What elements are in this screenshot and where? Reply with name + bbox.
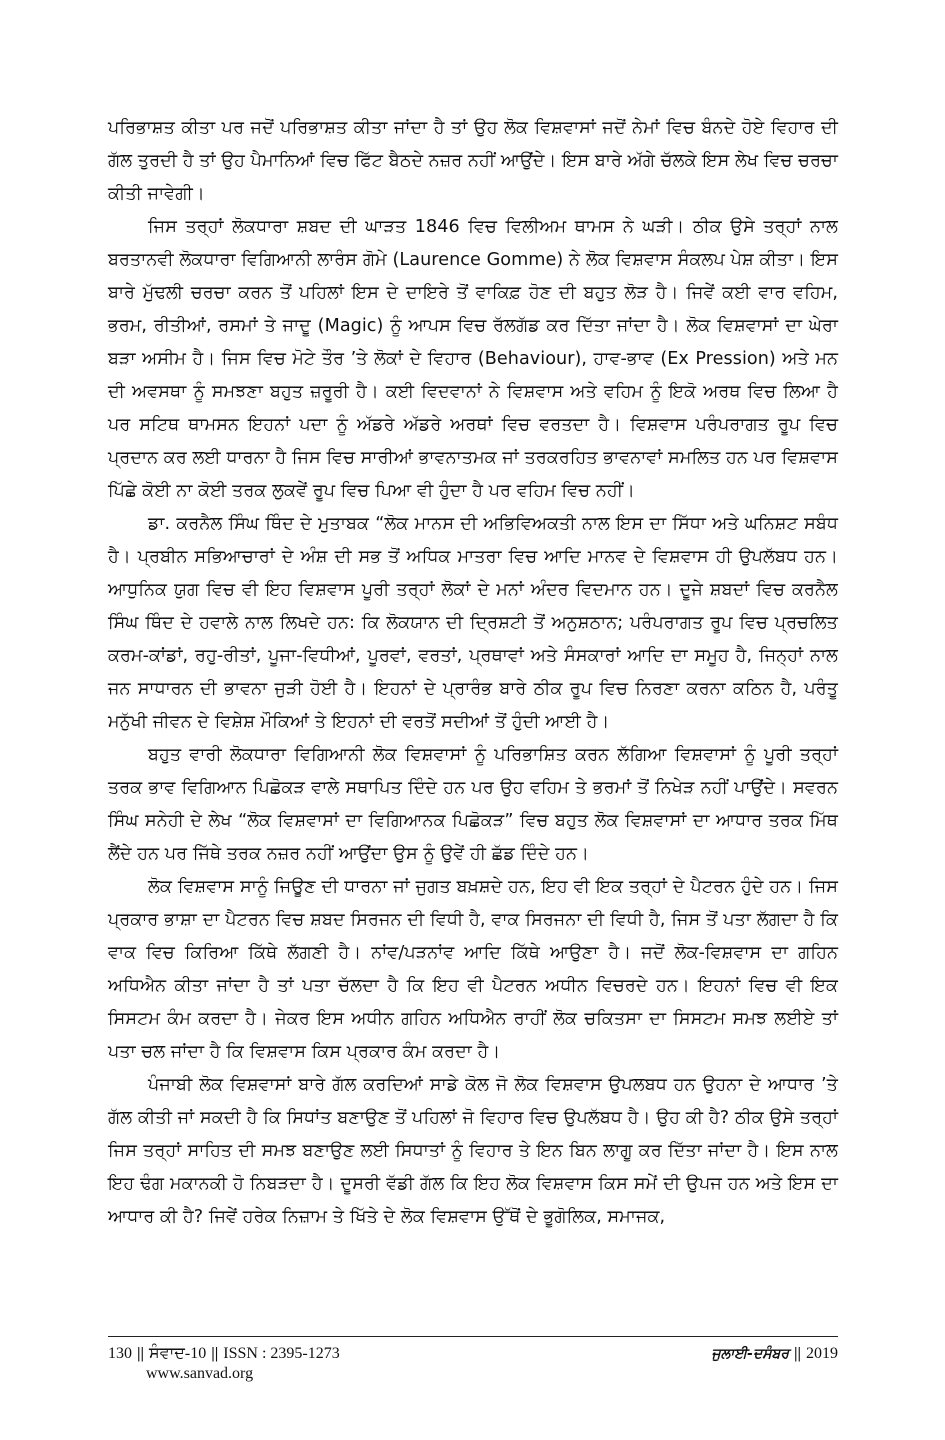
footer-left [108, 1345, 340, 1363]
paragraph-punjabi-beliefs: ਪੰਜਾਬੀ ਲੋਕ ਵਿਸ਼ਵਾਸਾਂ ਬਾਰੇ ਗੱਲ ਕਰਦਿਆਂ ਸਾਡੇ ਕੋਲ ਜੋ ਲੋਕ ਵਿਸ਼ਵਾਸ ਉਪਲਬਧ ਹਨ ਉਹਨਾ ਦੇ ਆਧਾਰ ’ਤੇ ਗੱਲ ਕੀਤੀ ਜਾਂ ਸਕਦੀ ਹੈ ਕਿ ਸਿਧਾਂਤ ਬਣਾਉਣ ਤੋਂ ਪਹਿਲਾਂ ਜੋ ਵਿਹਾਰ ਵਿਚ ਉਪਲੱਬਧ ਹੈ। ਉਹ ਕੀ ਹੈ? ਠੀਕ ਉਸੇ ਤਰ੍ਹਾਂ ਜਿਸ ਤਰ੍ਹਾਂ ਸਾਹਿਤ ਦੀ ਸਮਝ ਬਣਾਉਣ ਲਈ ਸਿਧਾਤਾਂ ਨੂੰ ਵਿਹਾਰ ਤੇ ਇਨ ਬਿਨ ਲਾਗੂ ਕਰ ਦਿੱਤਾ ਜਾਂਦਾ ਹੈ। ਇਸ ਨਾਲ ਇਹ ਢੰਗ ਮਕਾਨਕੀ ਹੋ ਨਿਬੜਦਾ ਹੈ। ਦੂਸਰੀ ਵੱਡੀ ਗੱਲ ਕਿ ਇਹ ਲੋਕ ਵਿਸ਼ਵਾਸ ਕਿਸ ਸਮੇਂ ਦੀ ਉਪਜ ਹਨ ਅਤੇ ਇਸ ਦਾ ਆਧਾਰ ਕੀ ਹੈ? ਜਿਵੇਂ ਹਰੇਕ ਨਿਜ਼ਾਮ ਤੇ ਖਿੱਤੇ ਦੇ ਲੋਕ ਵਿਸ਼ਵਾਸ ਉੱਥੋਂ ਦੇ ਭੂਗੋਲਿਕ, ਸਮਾਜਕ, [108, 1075, 838, 1227]
journal-name: ਸੰਵਾਦ-10 [149, 1345, 207, 1362]
paragraph-lokdhara-origin: ਜਿਸ ਤਰ੍ਹਾਂ ਲੋਕਧਾਰਾ ਸ਼ਬਦ ਦੀ ਘਾੜਤ 1846 ਵਿਚ ਵਿਲੀਅਮ ਥਾਮਸ ਨੇ ਘੜੀ। ਠੀਕ ਉਸੇ ਤਰ੍ਹਾਂ ਨਾਲ ਬਰਤਾਨਵੀ ਲੋਕਧਾਰਾ ਵਿਗਿਆਨੀ ਲਾਰੰਸ ਗੋਮੇ (Laurence Gomme) ਨੇ ਲੋਕ ਵਿਸ਼ਵਾਸ ਸੰਕਲਪ ਪੇਸ਼ ਕੀਤਾ। ਇਸ ਬਾਰੇ ਮੁੱਢਲੀ ਚਰਚਾ ਕਰਨ ਤੋਂ ਪਹਿਲਾਂ ਇਸ ਦੇ ਦਾਇਰੇ ਤੋਂ ਵਾਕਿਫ਼ ਹੋਣ ਦੀ ਬਹੁਤ ਲੋੜ ਹੈ। ਜਿਵੇਂ ਕਈ ਵਾਰ ਵਹਿਮ, ਭਰਮ, ਰੀਤੀਆਂ, ਰਸਮਾਂ ਤੇ ਜਾਦੂ (Magic) ਨੂੰ ਆਪਸ ਵਿਚ ਰੱਲਗੱਡ ਕਰ ਦਿੱਤਾ ਜਾਂਦਾ ਹੈ। ਲੋਕ ਵਿਸ਼ਵਾਸਾਂ ਦਾ ਘੇਰਾ ਬੜਾ ਅਸੀਮ ਹੈ। ਜਿਸ ਵਿਚ ਮੋਟੇ ਤੌਰ ’ਤੇ ਲੋਕਾਂ ਦੇ ਵਿਹਾਰ (Behaviour), ਹਾਵ-ਭਾਵ (Ex Pression) ਅਤੇ ਮਨ ਦੀ ਅਵਸਥਾ ਨੂੰ ਸਮਝਣਾ ਬਹੁਤ ਜ਼ਰੂਰੀ ਹੈ। ਕਈ ਵਿਦਵਾਨਾਂ ਨੇ ਵਿਸ਼ਵਾਸ ਅਤੇ ਵਹਿਮ ਨੂੰ ਇਕੋ ਅਰਥ ਵਿਚ ਲਿਆ ਹੈ ਪਰ ਸਟਿਥ ਥਾਮਸਨ ਇਹਨਾਂ ਪਦਾ ਨੂੰ ਅੱਡਰੇ ਅੱਡਰੇ ਅਰਥਾਂ ਵਿਚ ਵਰਤਦਾ ਹੈ। ਵਿਸ਼ਵਾਸ ਪਰੰਪਰਾਗਤ ਰੂਪ ਵਿਚ ਪ੍ਰਦਾਨ ਕਰ ਲਈ ਧਾਰਨਾ ਹੈ ਜਿਸ ਵਿਚ ਸਾਰੀਆਂ ਭਾਵਨਾਤਮਕ ਜਾਂ ਤਰਕਰਹਿਤ ਭਾਵਨਾਵਾਂ ਸਮਲਿਤ ਹਨ ਪਰ ਵਿਸ਼ਵਾਸ ਪਿੱਛੇ ਕੋਈ ਨਾ ਕੋਈ ਤਰਕ ਲੁਕਵੇਂ ਰੂਪ ਵਿਚ ਪਿਆ ਵੀ ਹੁੰਦਾ ਹੈ ਪਰ ਵਹਿਮ ਵਿਚ ਨਹੀਂ। [108, 217, 838, 501]
article-body [108, 112, 838, 1234]
paragraph-continuation: ਪਰਿਭਾਸ਼ਤ ਕੀਤਾ ਪਰ ਜਦੋਂ ਪਰਿਭਾਸ਼ਤ ਕੀਤਾ ਜਾਂਦਾ ਹੈ ਤਾਂ ਉਹ ਲੋਕ ਵਿਸ਼ਵਾਸਾਂ ਜਦੋਂ ਨੇਮਾਂ ਵਿਚ ਬੰਨਦੇ ਹੋਏ ਵਿਹਾਰ ਦੀ ਗੱਲ ਤੁਰਦੀ ਹੈ ਤਾਂ ਉਹ ਪੈਮਾਨਿਆਂ ਵਿਚ ਫਿੱਟ ਬੈਠਦੇ ਨਜ਼ਰ ਨਹੀਂ ਆਉਂਦੇ। ਇਸ ਬਾਰੇ ਅੱਗੇ ਚੱਲਕੇ ਇਸ ਲੇਖ ਵਿਚ ਚਰਚਾ ਕੀਤੀ ਜਾਵੇਗੀ। [108, 118, 838, 204]
publication-period: ਜੁਲਾਈ-ਦਸੰਬਰ [711, 1346, 789, 1362]
footer-right [712, 1345, 838, 1363]
issn: ISSN : 2395-1273 [223, 1345, 340, 1362]
footer-separator: || [137, 1345, 145, 1362]
publication-year: 2019 [806, 1345, 838, 1362]
paragraph-karnail-singh-thind: ਡਾ. ਕਰਨੈਲ ਸਿੰਘ ਥਿੰਦ ਦੇ ਮੁਤਾਬਕ “ਲੋਕ ਮਾਨਸ ਦੀ ਅਭਿਵਿਅਕਤੀ ਨਾਲ ਇਸ ਦਾ ਸਿੱਧਾ ਅਤੇ ਘਨਿਸ਼ਟ ਸਬੰਧ ਹੈ। ਪ੍ਰਬੀਨ ਸਭਿਆਚਾਰਾਂ ਦੇ ਅੰਸ਼ ਦੀ ਸਭ ਤੋਂ ਅਧਿਕ ਮਾਤਰਾ ਵਿਚ ਆਦਿ ਮਾਨਵ ਦੇ ਵਿਸ਼ਵਾਸ ਹੀ ਉਪਲੱਬਧ ਹਨ। ਆਧੁਨਿਕ ਯੁਗ ਵਿਚ ਵੀ ਇਹ ਵਿਸ਼ਵਾਸ ਪੂਰੀ ਤਰ੍ਹਾਂ ਲੋਕਾਂ ਦੇ ਮਨਾਂ ਅੰਦਰ ਵਿਦਮਾਨ ਹਨ। ਦੂਜੇ ਸ਼ਬਦਾਂ ਵਿਚ ਕਰਨੈਲ ਸਿੰਘ ਥਿੰਦ ਦੇ ਹਵਾਲੇ ਨਾਲ ਲਿਖਦੇ ਹਨ: ਕਿ ਲੋਕਯਾਨ ਦੀ ਦ੍ਰਿਸ਼ਟੀ ਤੋਂ ਅਨੁਸ਼ਠਾਨ; ਪਰੰਪਰਾਗਤ ਰੂਪ ਵਿਚ ਪ੍ਰਚਲਿਤ ਕਰਮ-ਕਾਂਡਾਂ, ਰਹੁ-ਰੀਤਾਂ, ਪੂਜਾ-ਵਿਧੀਆਂ, ਪੂਰਵਾਂ, ਵਰਤਾਂ, ਪ੍ਰਥਾਵਾਂ ਅਤੇ ਸੰਸਕਾਰਾਂ ਆਦਿ ਦਾ ਸਮੂਹ ਹੈ, ਜਿਨ੍ਹਾਂ ਨਾਲ ਜਨ ਸਾਧਾਰਨ ਦੀ ਭਾਵਨਾ ਜੁੜੀ ਹੋਈ ਹੈ। ਇਹਨਾਂ ਦੇ ਪ੍ਰਾਰੰਭ ਬਾਰੇ ਠੀਕ ਰੂਪ ਵਿਚ ਨਿਰਣਾ ਕਰਨਾ ਕਠਿਨ ਹੈ, ਪਰੰਤੂ ਮਨੁੱਖੀ ਜੀਵਨ ਦੇ ਵਿਸ਼ੇਸ਼ ਮੌਕਿਆਂ ਤੇ ਇਹਨਾਂ ਦੀ ਵਰਤੋਂ ਸਦੀਆਂ ਤੋਂ ਹੁੰਦੀ ਆਈ ਹੈ। [108, 514, 838, 732]
page-number: 130 [108, 1345, 132, 1362]
footer-separator: || [211, 1345, 219, 1362]
page-footer [108, 1336, 838, 1383]
paragraph-folklorists-definition: ਬਹੁਤ ਵਾਰੀ ਲੋਕਧਾਰਾ ਵਿਗਿਆਨੀ ਲੋਕ ਵਿਸ਼ਵਾਸਾਂ ਨੂੰ ਪਰਿਭਾਸ਼ਿਤ ਕਰਨ ਲੱਗਿਆ ਵਿਸ਼ਵਾਸਾਂ ਨੂੰ ਪੂਰੀ ਤਰ੍ਹਾਂ ਤਰਕ ਭਾਵ ਵਿਗਿਆਨ ਪਿਛੋਕੜ ਵਾਲੇ ਸਥਾਪਿਤ ਦਿੰਦੇ ਹਨ ਪਰ ਉਹ ਵਹਿਮ ਤੇ ਭਰਮਾਂ ਤੋਂ ਨਿਖੇੜ ਨਹੀਂ ਪਾਉਂਦੇ। ਸਵਰਨ ਸਿੰਘ ਸਨੇਹੀ ਦੇ ਲੇਖ “ਲੋਕ ਵਿਸ਼ਵਾਸਾਂ ਦਾ ਵਿਗਿਆਨਕ ਪਿਛੋਕੜ” ਵਿਚ ਬਹੁਤ ਲੋਕ ਵਿਸ਼ਵਾਸਾਂ ਦਾ ਆਧਾਰ ਤਰਕ ਮਿੱਥ ਲੈਂਦੇ ਹਨ ਪਰ ਜਿੱਥੇ ਤਰਕ ਨਜ਼ਰ ਨਹੀਂ ਆਉਂਦਾ ਉਸ ਨੂੰ ਉਵੇਂ ਹੀ ਛੱਡ ਦਿੰਦੇ ਹਨ। [108, 745, 838, 864]
paragraph-patterns: ਲੋਕ ਵਿਸ਼ਵਾਸ ਸਾਨੂੰ ਜਿਊਣ ਦੀ ਧਾਰਨਾ ਜਾਂ ਜੁਗਤ ਬਖ਼ਸ਼ਦੇ ਹਨ, ਇਹ ਵੀ ਇਕ ਤਰ੍ਹਾਂ ਦੇ ਪੈਟਰਨ ਹੁੰਦੇ ਹਨ। ਜਿਸ ਪ੍ਰਕਾਰ ਭਾਸ਼ਾ ਦਾ ਪੈਟਰਨ ਵਿਚ ਸ਼ਬਦ ਸਿਰਜਨ ਦੀ ਵਿਧੀ ਹੈ, ਵਾਕ ਸਿਰਜਨਾ ਦੀ ਵਿਧੀ ਹੈ, ਜਿਸ ਤੋਂ ਪਤਾ ਲੱਗਦਾ ਹੈ ਕਿ ਵਾਕ ਵਿਚ ਕਿਰਿਆ ਕਿੱਥੇ ਲੱਗਣੀ ਹੈ। ਨਾਂਵ/ਪੜਨਾਂਵ ਆਦਿ ਕਿੱਥੇ ਆਉਣਾ ਹੈ। ਜਦੋਂ ਲੋਕ-ਵਿਸ਼ਵਾਸ ਦਾ ਗਹਿਨ ਅਧਿਐਨ ਕੀਤਾ ਜਾਂਦਾ ਹੈ ਤਾਂ ਪਤਾ ਚੱਲਦਾ ਹੈ ਕਿ ਇਹ ਵੀ ਪੈਟਰਨ ਅਧੀਨ ਵਿਚਰਦੇ ਹਨ। ਇਹਨਾਂ ਵਿਚ ਵੀ ਇਕ ਸਿਸਟਮ ਕੰਮ ਕਰਦਾ ਹੈ। ਜੇਕਰ ਇਸ ਅਧੀਨ ਗਹਿਨ ਅਧਿਐਨ ਰਾਹੀਂ ਲੋਕ ਚਕਿਤਸਾ ਦਾ ਸਿਸਟਮ ਸਮਝ ਲਈਏ ਤਾਂ ਪਤਾ ਚਲ ਜਾਂਦਾ ਹੈ ਕਿ ਵਿਸ਼ਵਾਸ ਕਿਸ ਪ੍ਰਕਾਰ ਕੰਮ ਕਰਦਾ ਹੈ। [108, 877, 838, 1062]
website-link[interactable]: www.sanvad.org [146, 1365, 254, 1382]
footer-separator: || [793, 1345, 801, 1362]
